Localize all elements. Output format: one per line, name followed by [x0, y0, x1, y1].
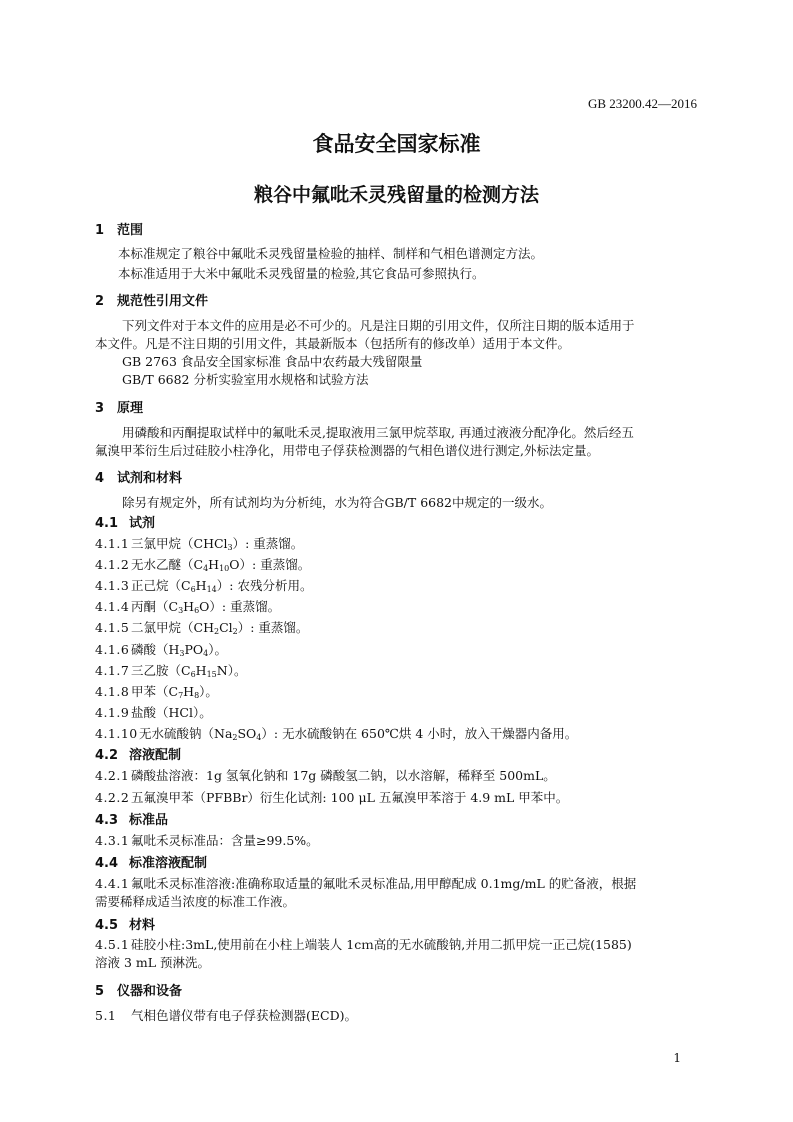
subsection-title: 溶液配制 [129, 748, 182, 763]
item-number: 5.1 [95, 1008, 117, 1023]
reference-item: GB/T 6682 分析实验室用水规格和试验方法 [122, 372, 369, 387]
standard-solution-item: 4.4.1 氟吡禾灵标准溶液:准确称取适量的氟吡禾灵标准品,用甲醇配成 0.1mg/mL 的贮备液，根据 [95, 876, 637, 891]
document-title: 食品安全国家标准 [312, 132, 481, 156]
paragraph: 需要稀释成适当浓度的标准工作液。 [95, 894, 296, 909]
subsection-title: 标准溶液配制 [129, 856, 208, 871]
reagent-item: 4.1.7 三乙胺$(C_6H_{15}N)$。 [95, 663, 247, 679]
subsection-number: 4.4 [95, 856, 119, 871]
reagent-item: 4.1.8 甲苯$(C_7H_8)$。 [95, 684, 218, 700]
section-number: 5 [95, 984, 105, 999]
section-number: 4 [95, 471, 105, 486]
subsection-number: 4.1 [95, 516, 119, 531]
item-number: 4.4.1 [95, 876, 130, 891]
paragraph: 除另有规定外，所有试剂均为分析纯，水为符合GB/T 6682中规定的一级水。 [122, 495, 553, 510]
reagent-item: 4.1.5 二氯甲烷$(CH_2Cl_2)$: 重蒸馏。 [95, 620, 309, 636]
reagent-item: 4.1.4 丙酮$(C_3H_6O)$: 重蒸馏。 [95, 599, 281, 615]
equipment-item: 5.1 气相色谱仪带有电子俘获检测器(ECD)。 [95, 1008, 357, 1023]
paragraph: 溶液 3 mL 预淋洗。 [95, 955, 211, 970]
item-number: 4.1.10 [95, 726, 138, 741]
reagent-item: 4.1.6 磷酸$(H_3PO_4)$。 [95, 642, 228, 658]
reagent-item: 4.1.10无水硫酸钠$(Na_2SO_4)$: 无水硫酸钠在 650℃烘 4 小时，放入干燥器内备用。 [95, 726, 578, 742]
page-number: 1 [673, 1051, 681, 1065]
subsection-number: 4.3 [95, 813, 119, 828]
reagent-item: 4.1.1 三氯甲烷（CHCl$_3$）: 重蒸馏。 [95, 536, 304, 552]
section-number: 2 [95, 294, 105, 309]
subsection-heading-4-2 [95, 744, 181, 763]
solution-item: 4.2.2 五氟溴甲苯（PFBBr）衍生化试剂: 100 μL 五氟溴甲苯溶于 4.9 mL 甲苯中。 [95, 790, 569, 805]
section-heading-2 [95, 290, 208, 309]
section-title: 范围 [117, 223, 144, 238]
paragraph: 本标准适用于大米中氟吡禾灵残留量的检验,其它食品可参照执行。 [118, 266, 485, 281]
section-heading-1 [95, 219, 143, 238]
material-item: 4.5.1 硅胶小柱:3mL,使用前在小柱上端装人 1cｍ高的无水硫酸钠,并用二抓甲烷一正己烷(1585) [95, 937, 632, 952]
subsection-heading-4-3 [95, 809, 168, 828]
item-number: 4.2.1 [95, 768, 130, 783]
section-title: 规范性引用文件 [117, 294, 209, 309]
item-number: 4.1.2 [95, 557, 130, 572]
subsection-number: 4.5 [95, 918, 119, 933]
standard-item: 4.3.1 氟吡禾灵标准品：含量≥99.5%。 [95, 833, 319, 848]
subsection-title: 试剂 [129, 516, 156, 531]
section-number: 1 [95, 223, 105, 238]
section-title: 原理 [117, 401, 144, 416]
item-number: 4.2.2 [95, 790, 130, 805]
item-number: 4.1.9 [95, 705, 130, 720]
paragraph: 下列文件对于本文件的应用是必不可少的。凡是注日期的引用文件，仅所注日期的版本适用于 [122, 318, 635, 333]
item-number: 4.1.7 [95, 663, 130, 678]
item-number: 4.5.1 [95, 937, 130, 952]
section-title: 试剂和材料 [117, 471, 183, 486]
subsection-number: 4.2 [95, 748, 119, 763]
item-number: 4.1.5 [95, 620, 130, 635]
reagent-item: 4.1.9 盐酸（HCl）。 [95, 705, 212, 720]
section-title: 仪器和设备 [117, 984, 183, 999]
solution-item: 4.2.1 磷酸盐溶液：1g 氢氧化钠和 17g 磷酸氢二钠，以水溶解，稀释至 500mL。 [95, 768, 556, 783]
paragraph: 本文件。凡是不注日期的引用文件，其最新版本（包括所有的修改单）适用于本文件。 [95, 336, 571, 351]
paragraph: 用磷酸和丙酮提取试样中的氟吡禾灵,提取液用三氯甲烷萃取, 再通过液液分配净化。然后经五 [122, 425, 634, 440]
subsection-title: 材料 [129, 918, 156, 933]
section-heading-4 [95, 467, 182, 486]
reagent-item: 4.1.3 正己烷$(C_6H_{14})$: 农残分析用。 [95, 578, 313, 594]
reference-item: GB 2763 食品安全国家标准 食品中农药最大残留限量 [122, 354, 423, 369]
document-subtitle: 粮谷中氟吡禾灵残留量的检测方法 [253, 184, 539, 206]
paragraph: 氟溴甲苯衍生后过硅胶小柱净化，用带电子俘获检测器的气相色谱仪进行测定,外标法定量。 [95, 443, 599, 458]
subsection-title: 标准品 [129, 813, 169, 828]
reagent-item: 4.1.2 无水乙醚$(C_4H_{10}O)$: 重蒸馏。 [95, 557, 311, 573]
subsection-heading-4-4 [95, 852, 207, 871]
item-number: 4.3.1 [95, 833, 130, 848]
paragraph: 本标准规定了粮谷中氟吡禾灵残留量检验的抽样、制样和气相色谱测定方法。 [118, 246, 544, 261]
item-number: 4.1.1 [95, 536, 130, 551]
section-heading-3 [95, 397, 143, 416]
subsection-heading-4-5 [95, 914, 155, 933]
subsection-heading-4-1 [95, 512, 155, 531]
item-number: 4.1.8 [95, 684, 130, 699]
standard-number: GB 23200.42—2016 [587, 96, 697, 111]
item-number: 4.1.4 [95, 599, 130, 614]
item-number: 4.1.3 [95, 578, 130, 593]
section-number: 3 [95, 401, 105, 416]
section-heading-5 [95, 980, 182, 999]
item-number: 4.1.6 [95, 642, 130, 657]
